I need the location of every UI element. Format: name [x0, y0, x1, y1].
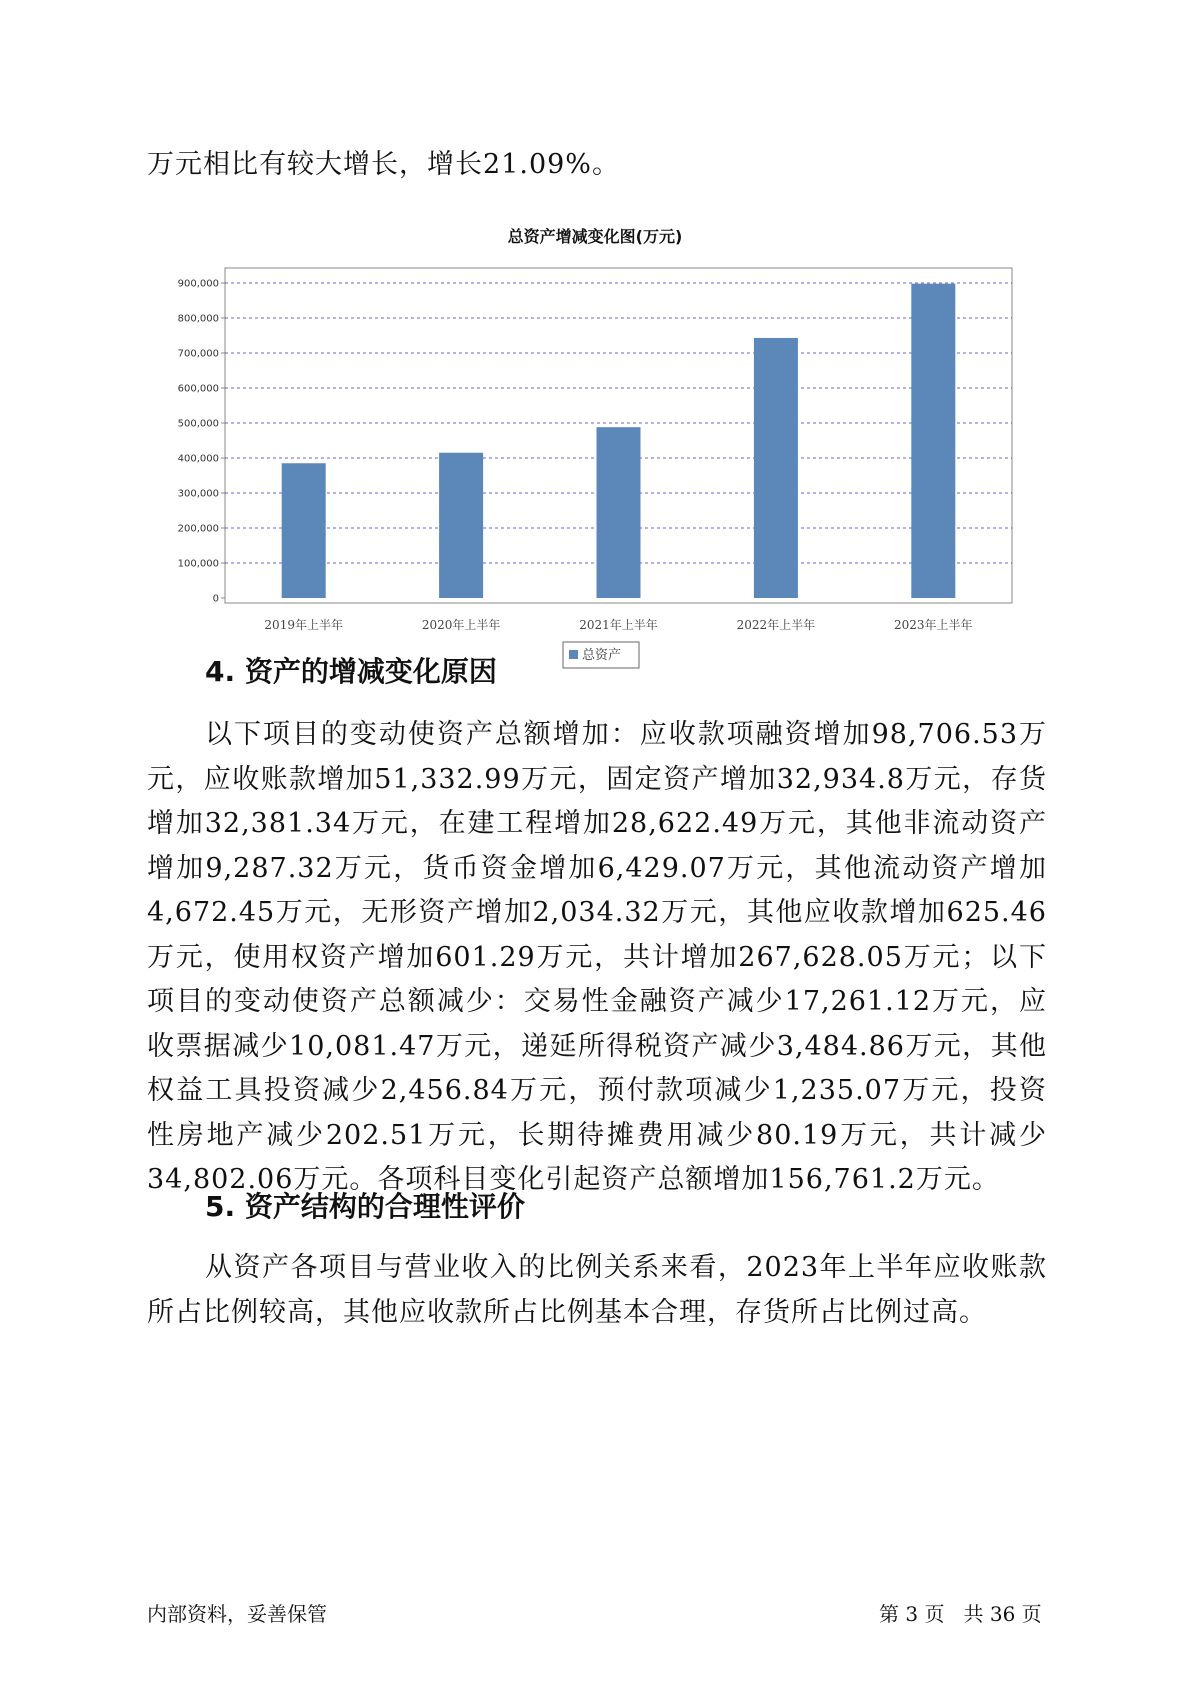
asset-bar-chart	[0, 0, 1191, 680]
section4-heading: 4. 资产的增减变化原因	[205, 655, 497, 688]
bar	[439, 453, 483, 598]
y-tick-label: 500,000	[177, 418, 219, 430]
bar	[911, 284, 955, 598]
section5-body: 从资产各项目与营业收入的比例关系来看，2023年上半年应收账款所占比例较高，其他应收款所占比例基本合理，存货所占比例过高。	[147, 1252, 1047, 1328]
chart-title: 总资产增减变化图(万元)	[507, 227, 683, 246]
y-tick-label: 700,000	[177, 348, 219, 360]
y-tick-label: 200,000	[177, 523, 219, 535]
footer-page-number: 第 3 页 共 36 页	[879, 1602, 1042, 1626]
y-tick-label: 100,000	[177, 558, 219, 570]
section5-heading: 5. 资产结构的合理性评价	[205, 1190, 525, 1223]
x-tick-label: 2023年上半年	[894, 618, 973, 632]
x-tick-label: 2022年上半年	[736, 618, 816, 632]
y-tick-label: 600,000	[177, 383, 219, 395]
y-tick-label: 800,000	[177, 313, 219, 325]
legend-label: 总资产	[582, 648, 622, 663]
x-tick-label: 2020年上半年	[421, 618, 501, 632]
y-tick-label: 900,000	[177, 278, 219, 290]
y-tick-label: 300,000	[177, 488, 219, 500]
y-tick-label: 400,000	[177, 453, 219, 465]
intro-paragraph: 万元相比有较大增长，增长21.09%。	[147, 149, 620, 180]
x-tick-label: 2019年上半年	[264, 618, 343, 632]
footer-left: 内部资料，妥善保管	[147, 1602, 327, 1626]
bar	[597, 427, 641, 598]
x-tick-label: 2021年上半年	[579, 618, 658, 632]
legend-swatch	[569, 650, 578, 659]
bar	[754, 338, 798, 598]
y-tick-label: 0	[212, 593, 219, 605]
bar	[282, 463, 326, 598]
section4-body: 以下项目的变动使资产总额增加：应收款项融资增加98,706.53万元，应收账款增加51,332.99万元，固定资产增加32,934.8万元，存货增加32,381.34万元，在建工程增加28,622.49万元，其他非流动资产增加9,287.32万元，货币资金增加6,429.07万元，其他流动资产增加4,672.45万元，无形资产增加2,034.32万元，其他应收款增加625.46万元，使用权资产增加601.29万元，共计增加267,628.05万元；以下项目的变动使资产总额减少：交易性金融资产减少17,261.12万元，应收票据减少10,081.47万元，递延所得税资产减少3,484.86万元，其他权益工具投资减少2,456.84万元，预付款项减少1,235.07万元，投资性房地产减少202.51万元，长期待摊费用减少80.19万元，共计减少34,802.06万元。各项科目变化引起资产总额增加156,761.2万元。	[147, 719, 1047, 1195]
